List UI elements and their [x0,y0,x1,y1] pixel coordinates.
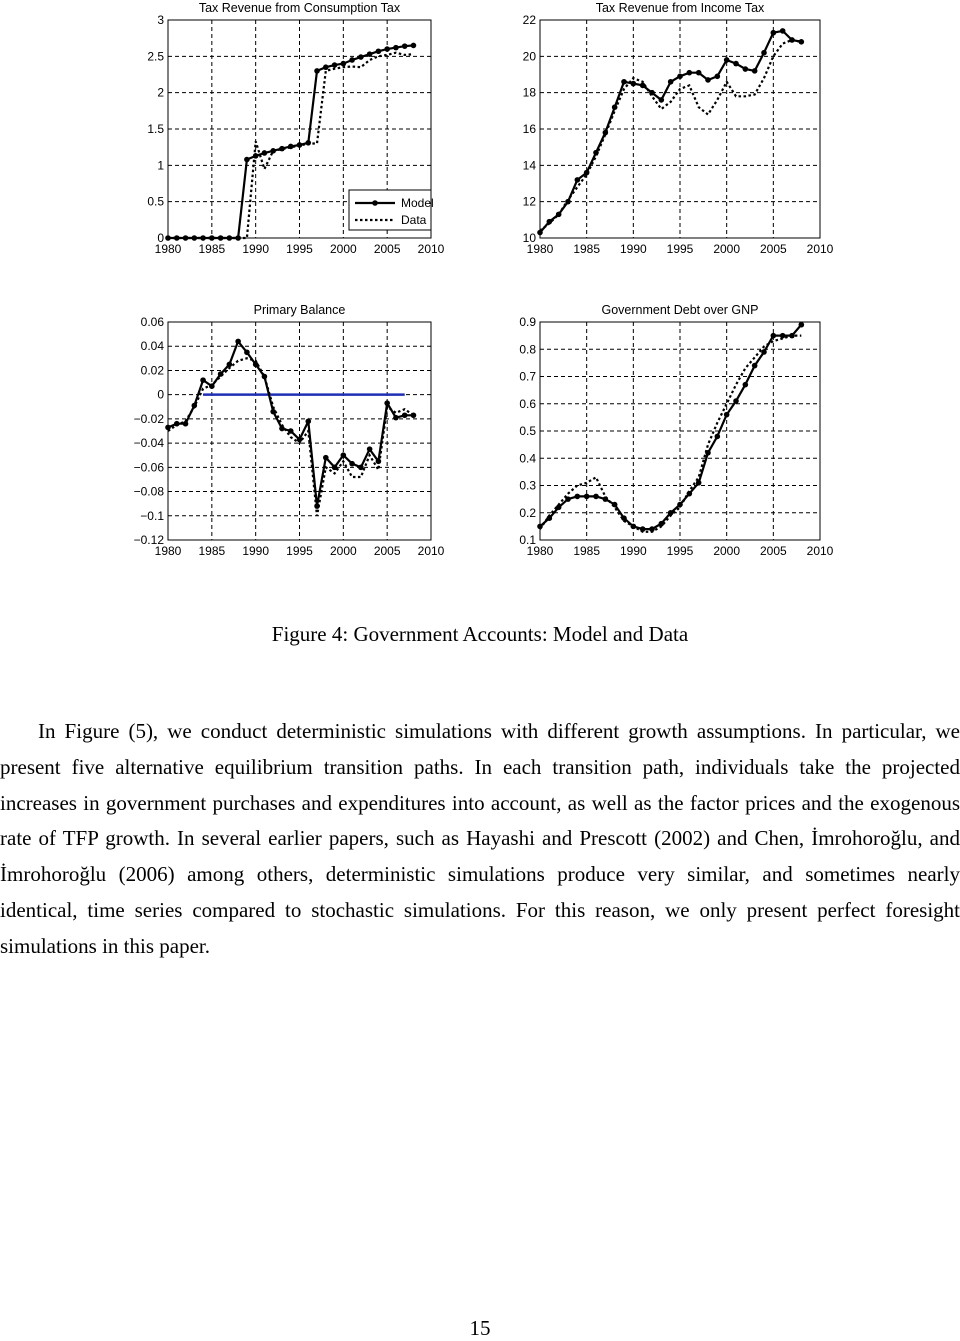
page-number: 15 [469,1316,491,1340]
y-tick-label: 0.9 [519,315,536,329]
y-tick-label: 0.4 [519,451,536,466]
figure-4-charts [0,0,960,600]
x-tick-label: 1995 [286,544,313,558]
model-point [323,64,329,70]
model-point [244,157,250,163]
model-point [341,61,347,67]
x-tick-label: 2005 [373,544,401,558]
y-tick-label: 12 [522,194,536,209]
model-point [323,455,329,461]
series-line-data [540,40,801,231]
model-point [402,43,408,49]
model-point [743,66,749,72]
y-tick-label: −0.08 [133,484,164,499]
x-tick-label: 1990 [619,544,647,558]
x-tick-label: 1995 [666,242,694,256]
x-tick-label: 1980 [154,544,182,558]
model-point [244,349,250,355]
model-point [761,50,767,56]
model-point [677,74,683,80]
model-point [393,415,399,421]
model-point [705,77,711,83]
y-tick-label: 10 [522,231,536,245]
legend [349,190,434,230]
chart-1 [147,1,444,256]
model-point [376,48,382,54]
model-point [393,45,399,51]
model-point [715,434,721,440]
legend-label: Model [401,196,434,210]
x-tick-label: 1995 [666,544,694,558]
model-point [733,61,739,67]
x-tick-label: 1980 [526,544,554,558]
x-tick-label: 2000 [713,242,741,256]
y-tick-label: 1 [157,158,164,173]
model-point [341,452,347,458]
y-tick-label: 2 [157,85,164,100]
figure-caption: Figure 4: Government Accounts: Model and Data [271,622,689,646]
x-tick-label: 1980 [154,242,182,256]
model-point [349,461,355,467]
x-tick-label: 1985 [198,544,226,558]
series-line-model [168,341,414,506]
y-tick-label: 0.2 [519,505,536,520]
model-point [183,421,189,427]
x-tick-label: 1985 [573,544,601,558]
model-point [715,74,721,80]
y-tick-label: 14 [522,158,536,173]
x-tick-label: 2010 [806,242,834,256]
x-tick-label: 2005 [373,242,401,256]
model-point [687,70,693,76]
model-point [780,333,786,339]
y-tick-label: 0.5 [519,424,536,438]
model-point [402,412,408,418]
model-point [305,419,311,425]
model-point [227,362,233,368]
chart-3 [134,303,445,558]
series-line-model [540,31,801,233]
y-tick-label: 0 [157,387,164,402]
model-point [575,177,581,183]
y-tick-label: 0.06 [140,315,164,329]
y-tick-label: 0.7 [519,369,536,384]
y-tick-label: 16 [522,122,536,136]
x-tick-label: 2005 [759,242,787,256]
model-point [367,51,373,57]
model-point [733,398,739,404]
y-tick-label: 18 [522,85,536,100]
model-point [235,339,241,345]
model-point [165,425,171,431]
series-line-data [540,336,801,532]
x-tick-label: 2000 [713,544,741,558]
model-point [771,30,777,36]
model-point [332,62,338,68]
model-point [752,363,758,369]
x-tick-label: 2010 [417,242,445,256]
model-point [724,57,730,63]
model-point [696,70,702,76]
model-point [593,494,599,500]
y-tick-label: 0.6 [519,396,536,411]
model-point [752,68,758,74]
model-point [314,68,320,74]
y-tick-label: 0.3 [519,478,536,493]
model-point [384,400,390,406]
model-point [724,412,730,418]
y-tick-label: 0 [157,231,164,245]
chart-4 [519,303,833,558]
model-point [384,46,390,52]
x-tick-label: 1980 [526,242,554,256]
y-tick-label: 0.04 [140,339,164,354]
x-tick-label: 2000 [329,242,357,256]
chart-title: Government Debt over GNP [601,303,759,317]
x-tick-label: 1985 [198,242,226,256]
y-tick-label: 22 [522,13,536,27]
x-tick-label: 2010 [806,544,834,558]
model-point [584,494,590,500]
model-point [262,150,268,156]
model-point [411,43,417,49]
y-tick-label: 0.5 [147,194,164,209]
model-point [668,79,674,85]
y-tick-label: −0.04 [133,436,164,451]
chart-title: Primary Balance [253,303,346,317]
y-tick-label: −0.1 [140,508,164,523]
model-point [575,494,581,500]
y-tick-label: 0.8 [519,342,536,357]
model-point [367,446,373,452]
x-tick-label: 1990 [619,242,647,256]
chart-title: Tax Revenue from Consumption Tax [198,1,401,15]
model-point [780,28,786,34]
y-tick-label: −0.02 [133,411,164,426]
model-point [349,57,355,63]
chart-title: Tax Revenue from Income Tax [595,1,765,15]
x-tick-label: 1990 [242,544,270,558]
body-paragraph [0,714,960,965]
y-tick-label: −0.06 [133,460,164,475]
model-point [358,54,364,60]
y-tick-label: 20 [522,49,536,64]
chart-2 [523,1,834,256]
y-tick-label: 1.5 [147,122,164,136]
y-tick-label: 2.5 [147,49,164,64]
paragraph-text: In Figure (5), we conduct deterministic simulations with different growth assumptions. In particular, we present five alternative equilibrium transition paths. In each transition path, individuals take the projected increases in government purchases and expenditures into account, as well as the factor prices and the exogenous rate of TFP growth. In several earlier papers, such as Hayashi and Prescott (2002) and Chen, İmrohoroğlu, and İmrohoroğlu (2006) among others, deterministic simulations produce very similar, and sometimes nearly identical, time series compared to stochastic simulations. For this reason, we only present perfect foresight simulations in this paper. [0,719,960,958]
y-tick-label: 0.1 [519,533,536,547]
model-point [200,377,206,383]
model-point [743,382,749,388]
y-tick-label: 3 [157,13,164,27]
x-tick-label: 1985 [573,242,601,256]
model-point [621,79,627,85]
y-tick-label: 0.02 [140,363,164,378]
model-point [771,333,777,339]
x-tick-label: 1995 [286,242,313,256]
model-point [761,349,767,355]
model-point [799,322,805,328]
x-tick-label: 2000 [329,544,357,558]
x-tick-label: 2010 [417,544,445,558]
legend-label: Data [401,213,427,227]
x-tick-label: 2005 [759,544,787,558]
y-tick-label: −0.12 [133,533,164,547]
model-point [659,97,665,103]
x-tick-label: 1990 [242,242,270,256]
legend-marker [372,200,378,206]
